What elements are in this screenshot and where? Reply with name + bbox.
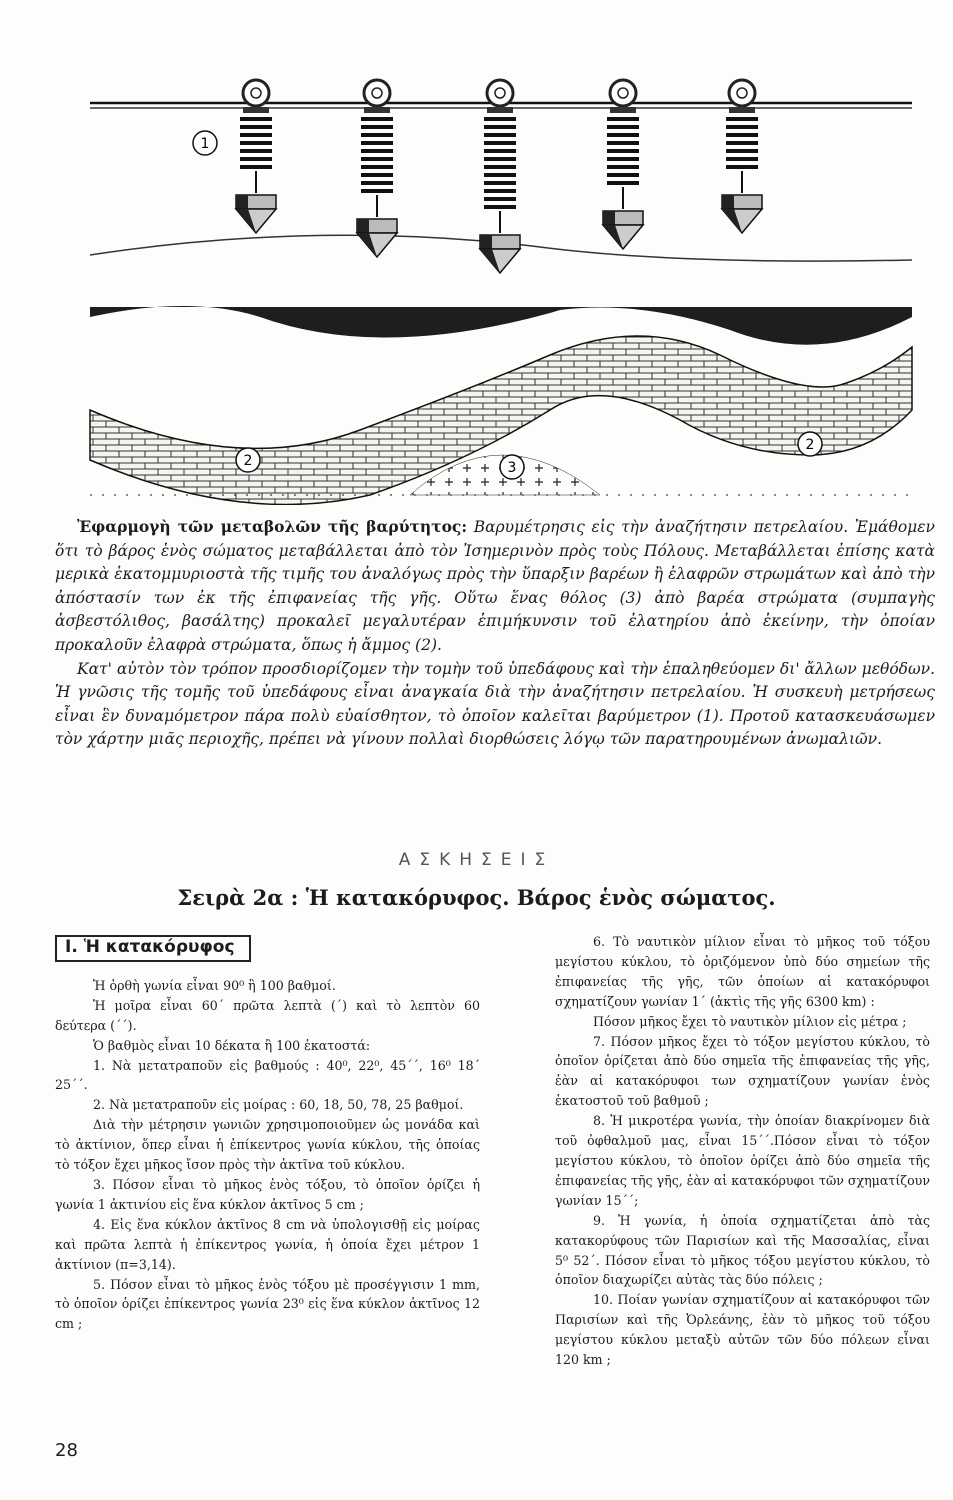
page-number: 28 (55, 1440, 78, 1461)
exercise-4: 4. Εἰς ἕνα κύκλον ἀκτῖνος 8 cm νὰ ὑπολογισθῇ εἰς μοίρας καὶ πρῶτα λεπτὰ ἡ ἐπίκεντρος γωνία, ἡ ὁποία ἔχει μέτρον 1 ἀκτίνιον (π=3,14). (55, 1216, 480, 1272)
exercise-7: 7. Πόσον μῆκος ἔχει τὸ τόξον μεγίστου κύκλου, τὸ ὁποῖον ὁρίζεται ἀπὸ δύο σημεῖα τῆς ἐπιφανείας τῆς γῆς, ἐὰν αἱ κατακόρυφοι των σχηματίζουν γωνίαν ἑνὸς ἑκατοστοῦ τοῦ βαθμοῦ ; (555, 1033, 930, 1109)
series-title: Σειρὰ 2α : Ἡ κατακόρυφος. Βάρος ἑνὸς σώματος. (177, 885, 776, 910)
svg-text:2: 2 (805, 437, 815, 453)
figure-caption (55, 515, 935, 752)
callout-2-right (798, 432, 822, 456)
caption-paragraph-2: Κατ' αὐτὸν τὸν τρόπον προσδιορίζομεν τὴν τομὴν τοῦ ὑπεδάφους καὶ τὴν ἐπαληθεύομεν δι' ἄλλων μεθόδων. Ἡ γνῶσις τῆς τομῆς τοῦ ὑπεδάφους εἶναι ἀναγκαία διὰ τὴν ἀναζήτησιν πετρελαίου. Ἡ συσκευὴ μετρήσεως εἶναι ἓν δυναμόμετρον πάρα πολὺ εὐαίσθητον, τὸ ὁποῖον καλεῖται βαρύμετρον (1). Προτοῦ κατασκευάσωμεν τὸν χάρτην μιᾶς περιοχῆς, πρέπει νὰ γίνουν πολλαὶ διορθώσεις λόγῳ τῶν παρατηρουμένων ἀνωμαλιῶν. (55, 659, 935, 749)
exercise-3: 3. Πόσον εἶναι τὸ μῆκος ἑνὸς τόξου, τὸ ὁποῖον ὁρίζει ἡ γωνία 1 ἀκτινίου εἰς ἕνα κύκλον ἀκτῖνος 5 cm ; (55, 1176, 480, 1212)
caption-lead: Ἐφαρμογὴ τῶν μεταβολῶν τῆς βαρύτητος: (77, 517, 468, 536)
left-column (55, 935, 480, 1334)
exercise-9: 9. Ἡ γωνία, ἡ ὁποία σχηματίζεται ἀπὸ τὰς κατακορύφους τῶν Παρισίων καὶ τῆς Μασσαλίας, εἶναι 5⁰ 52΄. Πόσον εἶναι τὸ μῆκος τόξου μεγίστου κύκλου, τὸ ὁποῖον διαχωρίζει αὐτὰς τὰς δύο πόλεις ; (555, 1212, 930, 1288)
gravimeter-4 (603, 80, 643, 249)
left-paragraph: Ἡ μοῖρα εἶναι 60΄ πρῶτα λεπτὰ (΄) καὶ τὸ λεπτὸν 60 δεύτερα (΄΄). (55, 997, 480, 1033)
exercise-1: 1. Νὰ μετατραποῦν εἰς βαθμούς : 40⁰, 22⁰, 45΄΄, 16⁰ 18΄ 25΄΄. (55, 1057, 480, 1093)
section-label: I. Ἡ κατακόρυφος (55, 935, 251, 962)
callout-3 (500, 455, 524, 479)
figure-illustration (80, 55, 920, 505)
gravimeter-3 (480, 80, 520, 273)
exercise-6: 6. Τὸ ναυτικὸν μίλιον εἶναι τὸ μῆκος τοῦ τόξου μεγίστου κύκλου, τὸ ὁριζόμενον ὑπὸ δύο σημείων τῆς ἐπιφανείας τῆς γῆς, τῶν ὁποίων αἱ κατακόρυφοι σχηματίζουν γωνίαν 1΄ (ἀκτὶς τῆς γῆς 6300 km) : (555, 934, 930, 1009)
left-paragraph: Διὰ τὴν μέτρησιν γωνιῶν χρησιμοποιοῦμεν ὡς μονάδα καὶ τὸ ἀκτίνιον, ὅπερ εἶναι ἡ ἐπίκεντρος γωνία κύκλου, τῆς ὁποίας τὸ τόξον ἔχει μῆκος ἴσον πρὸς τὴν ἀκτῖνα τοῦ κύκλου. (55, 1117, 480, 1173)
dark-stratum (90, 306, 912, 345)
callout-2-left (236, 448, 260, 472)
svg-text:1: 1 (200, 136, 210, 152)
left-paragraph: Ὁ βαθμὸς εἶναι 10 δέκατα ἢ 100 ἑκατοστά: (93, 1037, 371, 1053)
exercise-5: 5. Πόσον εἶναι τὸ μῆκος ἑνὸς τόξου μὲ προσέγγισιν 1 mm, τὸ ὁποῖον ὁρίζει ἐπίκεντρος γωνία 23⁰ εἰς ἕνα κύκλον ἀκτῖνος 12 cm ; (55, 1276, 480, 1332)
right-column (555, 932, 930, 1370)
exercise-2: 2. Νὰ μετατραποῦν εἰς μοίρας : 60, 18, 50, 78, 25 βαθμοί. (93, 1097, 464, 1113)
gravimeter-figure (80, 55, 920, 505)
svg-text:2: 2 (243, 453, 253, 469)
exercise-10: 10. Ποίαν γωνίαν σχηματίζουν αἱ κατακόρυφοι τῶν Παρισίων καὶ τῆς Ὀρλεάνης, ἐὰν τὸ μῆκος τοῦ τόξου μεγίστου κύκλου μεταξὺ αὐτῶν τῶν δύο πόλεων εἶναι 120 km ; (555, 1292, 930, 1368)
exercises-heading: ΑΣΚΗΣΕΙΣ (398, 850, 555, 870)
gravimeter-2 (357, 80, 397, 257)
svg-text:3: 3 (507, 460, 517, 476)
right-paragraph: Πόσον μῆκος ἔχει τὸ ναυτικὸν μίλιον εἰς μέτρα ; (593, 1013, 907, 1029)
left-paragraph: Ἡ ὀρθὴ γωνία εἶναι 90⁰ ἢ 100 βαθμοί. (93, 977, 336, 993)
exercise-8: 8. Ἡ μικροτέρα γωνία, τὴν ὁποίαν διακρίνομεν διὰ τοῦ ὀφθαλμοῦ μας, εἶναι 15΄΄.Πόσον εἶναι τὸ τόξον μεγίστου κύκλου, τὸ ὁποῖον ὁρίζει ἀπὸ δύο σημεῖα τῆς ἐπιφανείας τῆς γῆς, ἐὰν αἱ κατακόρυφοι τῶν σχηματίζουν γωνίαν 15΄΄; (555, 1113, 930, 1208)
caption-text-1: Βαρυμέτρησις εἰς τὴν ἀναζήτησιν πετρελαίου. Ἐμάθομεν ὅτι τὸ βάρος ἑνὸς σώματος μεταβάλλεται ἀπὸ τὸν Ἰσημερινὸν πρὸς τοὺς Πόλους. Μεταβάλλεται ἐπίσης κατὰ μερικὰ ἑκατομμυριοστὰ τῆς τιμῆς του ἀναλόγως πρὸς τὴν ὕπαρξιν βαρέων ἢ ἐλαφρῶν στρωμάτων καὶ ἀπὸ τὴν ἀπόστασίν των ἐκ τῆς ἐπιφανείας τῆς γῆς. Οὕτω ἕνας θόλος (3) ἀπὸ βαρέα στρώματα (συμπαγὴς ἀσβεστόλιθος, βασάλτης) προκαλεῖ μεγαλυτέραν ἐπιμήκυνσιν τοῦ ἐλατηρίου ἀπὸ ἐκείνην, τὴν ὁποίαν προκαλοῦν ἐλαφρὰ στρώματα, ὅπως ἡ ἄμμος (2). (55, 518, 935, 654)
caption-paragraph-1 (55, 515, 935, 658)
callout-1 (193, 131, 217, 155)
